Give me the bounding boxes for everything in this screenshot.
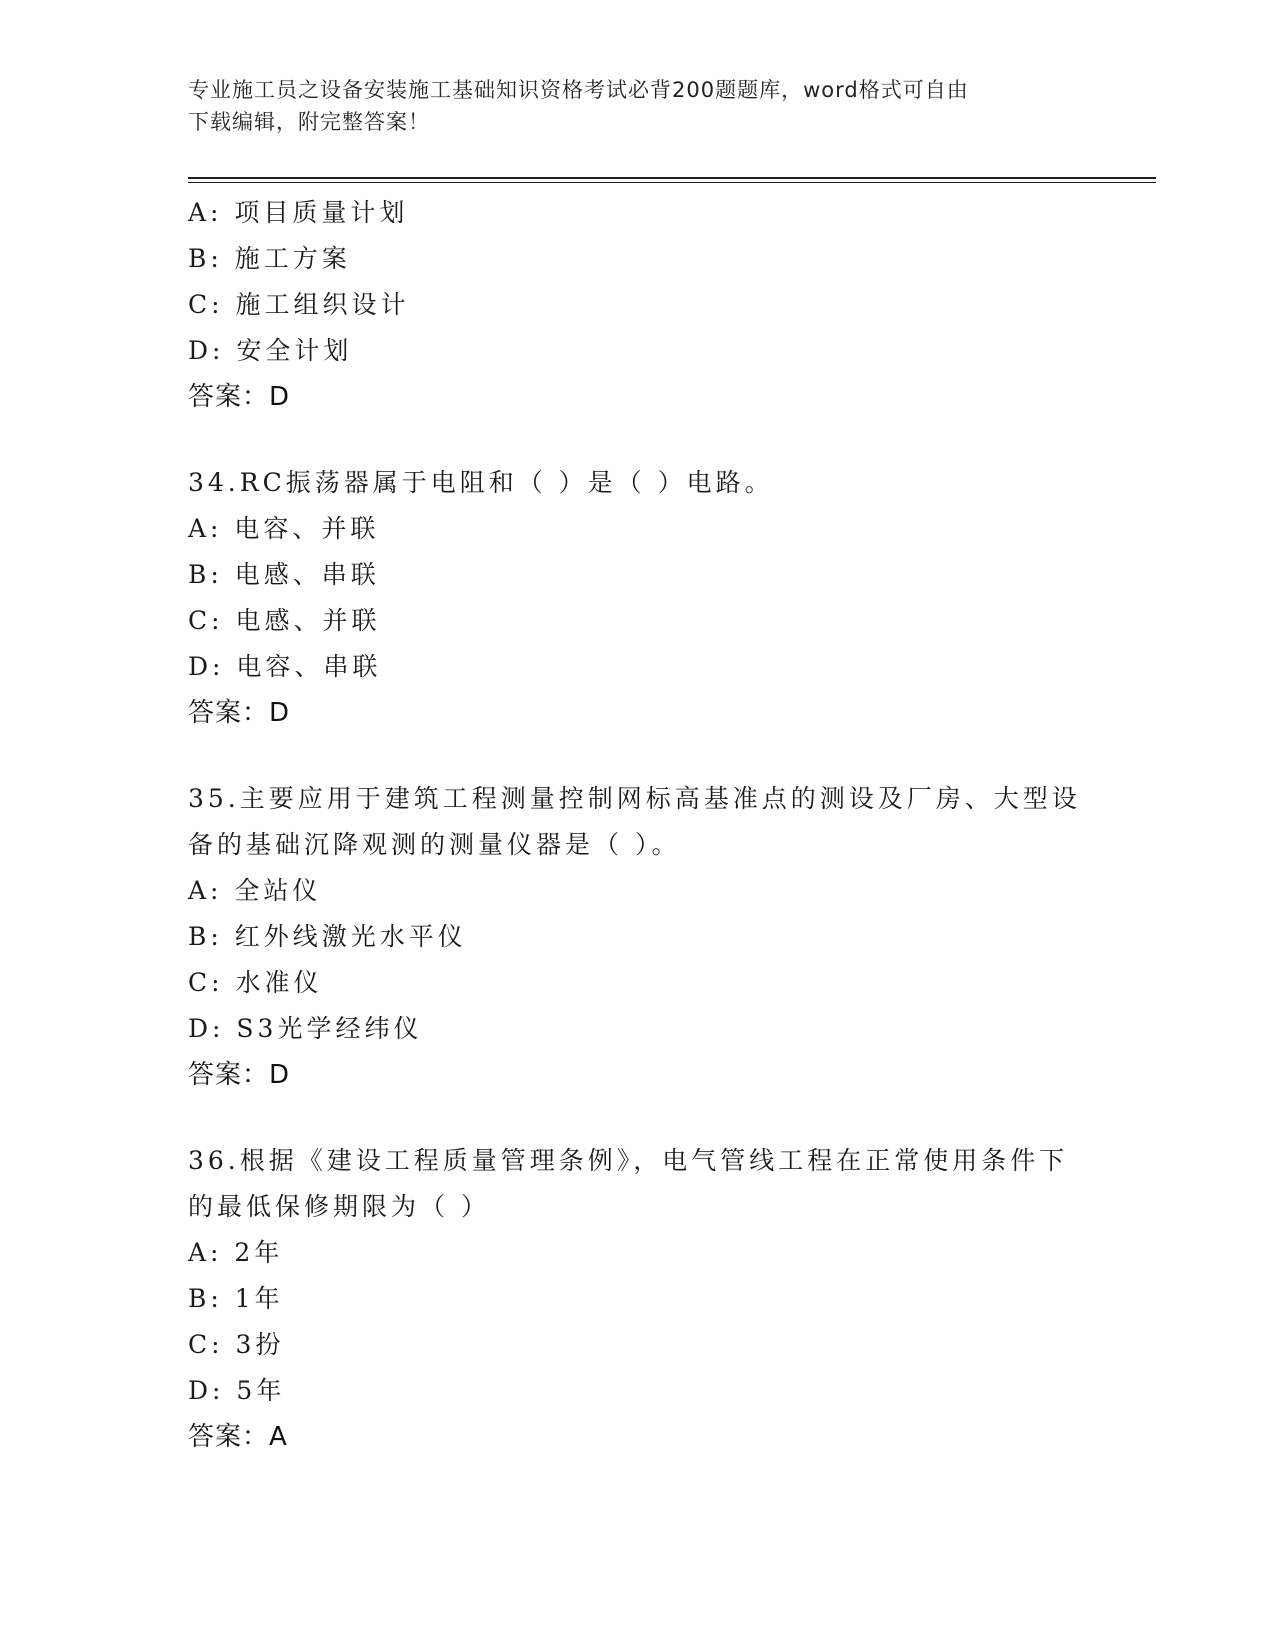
question-list — [188, 190, 1088, 1460]
header-title-line-1: 专业施工员之设备安装施工基础知识资格考试必背200题题库，word格式可自由 — [188, 78, 969, 102]
question-36 — [188, 1138, 1088, 1460]
answer-line: 答案：D — [188, 1060, 291, 1090]
option-b: B: 施工方案 — [188, 244, 351, 273]
option-b: B: 电感、串联 — [188, 560, 380, 589]
option-a: A: 项目质量计划 — [188, 198, 409, 227]
option-d: D: 安全计划 — [188, 336, 353, 365]
option-c: C: 3扮 — [188, 1330, 285, 1359]
question-stem-line-2: 备的基础沉降观测的测量仪器是（ ）。 — [188, 830, 681, 859]
question-stem: 34.RC振荡器属于电阻和（ ）是（ ）电路。 — [188, 468, 774, 497]
spacer — [188, 1098, 1088, 1138]
spacer — [188, 736, 1088, 776]
spacer — [188, 420, 1088, 460]
document-header — [188, 74, 1078, 138]
question-33 — [188, 190, 1088, 420]
question-35 — [188, 776, 1088, 1098]
option-c: C: 水准仪 — [188, 968, 323, 997]
answer-line: 答案：D — [188, 382, 291, 412]
option-b: B: 红外线激光水平仪 — [188, 922, 467, 951]
option-a: A: 2年 — [188, 1238, 284, 1267]
option-a: A: 电容、并联 — [188, 514, 380, 543]
option-c: C: 施工组织设计 — [188, 290, 410, 319]
option-c: C: 电感、并联 — [188, 606, 381, 635]
header-divider-thick — [188, 177, 1156, 179]
option-d: D: 5年 — [188, 1376, 286, 1405]
question-stem-line-1: 36.根据《建设工程质量管理条例》，电气管线工程在正常使用条件下 — [188, 1146, 1069, 1175]
option-b: B: 1年 — [188, 1284, 284, 1313]
option-d: D: S3光学经纬仪 — [188, 1014, 423, 1043]
header-divider-thin — [188, 182, 1156, 183]
answer-line: 答案：D — [188, 698, 291, 728]
question-stem-line-1: 35.主要应用于建筑工程测量控制网标高基准点的测设及厂房、大型设 — [188, 784, 1081, 813]
header-title-line-2: 下载编辑，附完整答案！ — [188, 110, 430, 134]
option-a: A: 全站仪 — [188, 876, 322, 905]
option-d: D: 电容、串联 — [188, 652, 382, 681]
question-34 — [188, 460, 1088, 736]
answer-line: 答案：A — [188, 1422, 288, 1452]
question-stem-line-2: 的最低保修期限为（ ） — [188, 1192, 490, 1221]
